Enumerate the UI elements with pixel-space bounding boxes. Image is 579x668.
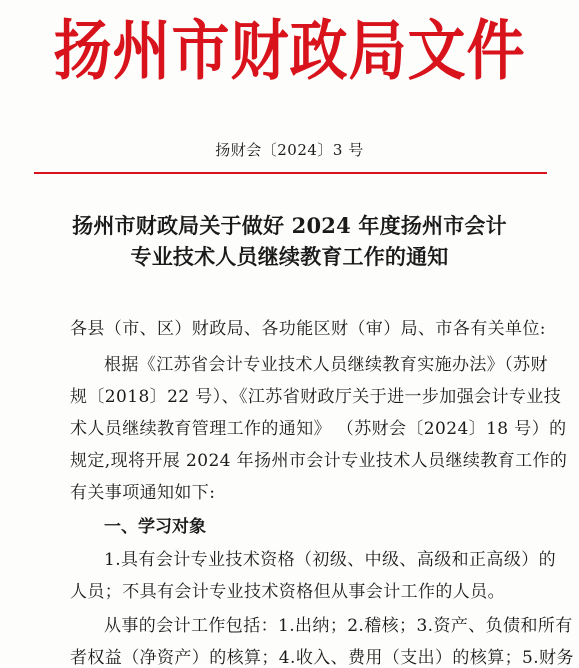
issuer-header: 扬州市财政局文件 (53, 12, 526, 89)
document-title-line-1: 扬州市财政局关于做好 2024 年度扬州市会计 (72, 213, 507, 238)
paragraph-line: 人员；不具有会计专业技术资格但从事会计工作的人员。 (70, 582, 505, 602)
section-heading: 一、学习对象 (104, 517, 206, 537)
paragraph-line: 有关事项通知如下: (70, 483, 216, 503)
document-number: 扬财会〔2024〕3 号 (215, 141, 364, 159)
addressee-line: 各县（市、区）财政局、各功能区财（审）局、市各有关单位: (70, 319, 546, 339)
document-title-line-2: 专业技术人员继续教育工作的通知 (130, 244, 449, 269)
paragraph-line: 根据《江苏省会计专业技术人员继续教育实施办法》（苏财 (104, 355, 548, 375)
paragraph-line: 规定,现将开展 2024 年扬州市会计专业技术人员继续教育工作的 (70, 451, 568, 471)
paragraph-line: 规〔2018〕22 号）、《江苏省财政厅关于进一步加强会计专业技 (70, 387, 562, 407)
paragraph-line: 者权益（净资产）的核算；4.收入、费用（支出）的核算；5.财务 (70, 648, 574, 668)
paragraph-line: 术人员继续教育管理工作的通知》 （苏财会〔2024〕18 号）的 (70, 419, 567, 439)
paragraph-line: 1.具有会计专业技术资格（初级、中级、高级和正高级）的 (104, 550, 557, 570)
red-divider-line (34, 172, 547, 174)
paragraph-line: 从事的会计工作包括：1.出纳；2.稽核；3.资产、负债和所有 (104, 616, 573, 636)
